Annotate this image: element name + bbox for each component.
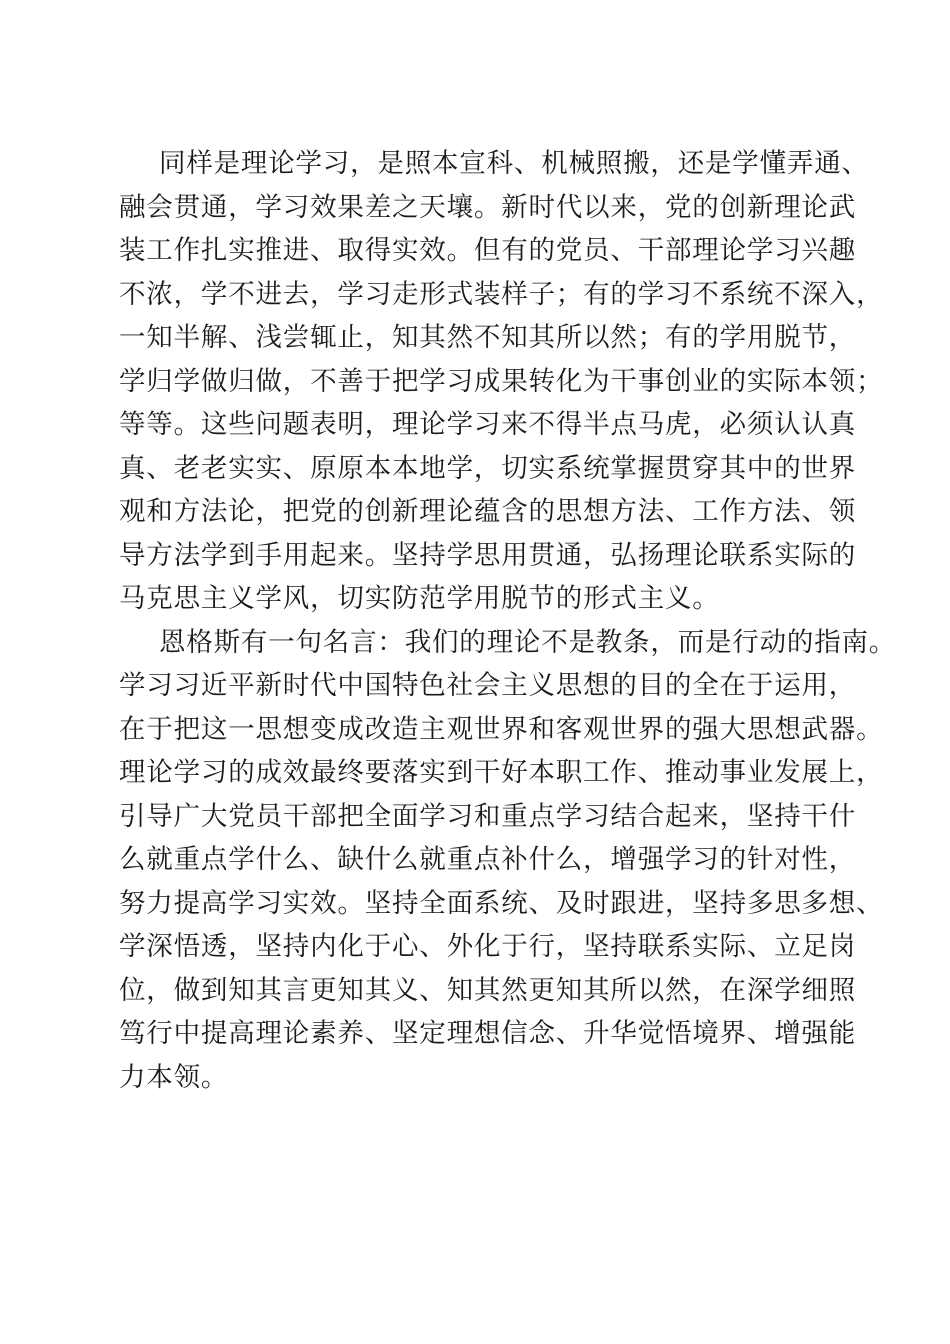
text-line: 马克思主义学风，切实防范学用脱节的形式主义。 <box>119 583 720 614</box>
text-line: 引导广大党员干部把全面学习和重点学习结合起来，坚持干什 <box>119 800 857 832</box>
text-line: 笃行中提高理论素养、坚定理想信念、升华觉悟境界、增强能 <box>119 1018 857 1049</box>
text-line: 恩格斯有一句名言：我们的理论不是教条，而是行动的指南。 <box>159 626 897 658</box>
text-line: 学归学做归做，不善于把学习成果转化为干事创业的实际本领； <box>119 365 884 397</box>
paragraph <box>119 621 897 1100</box>
text-line: 力本领。 <box>119 1061 229 1093</box>
text-line: 装工作扎实推进、取得实效。但有的党员、干部理论学习兴趣 <box>119 235 857 266</box>
text-line: 等等。这些问题表明，理论学习来不得半点马虎，必须认认真 <box>119 409 857 440</box>
text-line: 么就重点学什么、缺什么就重点补什么，增强学习的针对性， <box>119 844 857 875</box>
text-line: 学习习近平新时代中国特色社会主义思想的目的全在于运用， <box>119 670 857 701</box>
text-line: 导方法学到手用起来。坚持学思用贯通，弘扬理论联系实际的 <box>119 539 857 571</box>
text-line: 真、老老实实、原原本本地学，切实系统掌握贯穿其中的世界 <box>119 452 857 484</box>
text-line: 一知半解、浅尝辄止，知其然不知其所以然；有的学用脱节， <box>119 322 857 353</box>
text-line: 学深悟透，坚持内化于心、外化于行，坚持联系实际、立足岗 <box>119 931 857 962</box>
text-line: 观和方法论，把党的创新理论蕴含的思想方法、工作方法、领 <box>119 496 857 527</box>
document-body <box>119 142 897 1099</box>
text-line: 在于把这一思想变成改造主观世界和客观世界的强大思想武器。 <box>119 713 884 745</box>
text-line: 融会贯通，学习效果差之天壤。新时代以来，党的创新理论武 <box>119 191 857 223</box>
text-line: 不浓，学不进去，学习走形式装样子；有的学习不系统不深入， <box>119 278 884 310</box>
paragraph <box>119 142 884 621</box>
text-line: 位，做到知其言更知其义、知其然更知其所以然，在深学细照 <box>119 974 857 1006</box>
text-line: 同样是理论学习，是照本宣科、机械照搬，还是学懂弄通、 <box>159 148 869 179</box>
text-line: 努力提高学习实效。坚持全面系统、及时跟进，坚持多思多想、 <box>119 887 884 919</box>
text-line: 理论学习的成效最终要落实到干好本职工作、推动事业发展上， <box>119 757 884 788</box>
